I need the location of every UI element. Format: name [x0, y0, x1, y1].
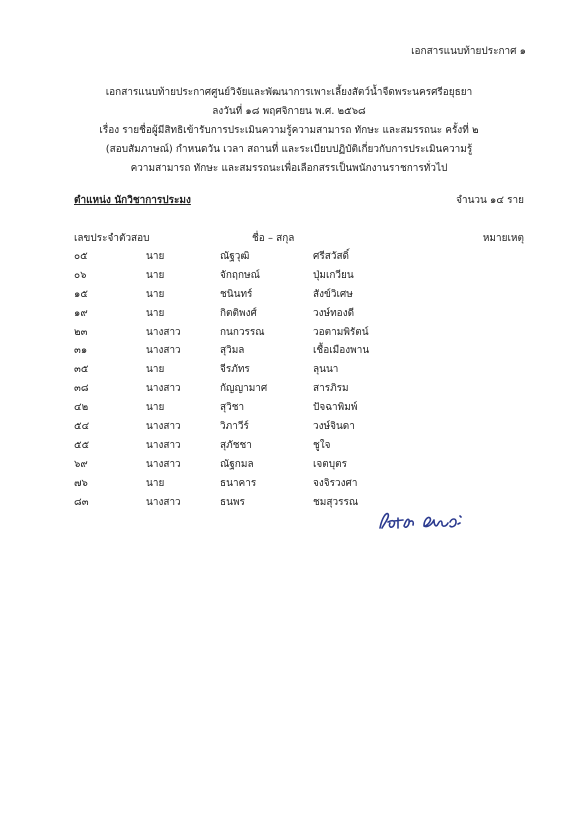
table-row — [74, 249, 524, 268]
table-row — [74, 438, 524, 457]
name-title: นาย — [146, 251, 165, 262]
exam-number: ๕๕ — [74, 439, 90, 451]
exam-number: ๐๖ — [74, 269, 87, 281]
last-name: จงจิรวงศา — [313, 477, 358, 489]
page-reference: เอกสารแนบท้ายประกาศ ๑ — [411, 46, 526, 57]
table-row — [74, 306, 524, 325]
last-name: ชูใจ — [313, 439, 331, 451]
name-title: นางสาว — [146, 458, 181, 470]
first-name: ณัฐกมล — [220, 458, 254, 470]
first-name: กิตติพงศ์ — [220, 307, 257, 319]
first-name: กัญญามาศ — [220, 383, 268, 395]
position-row — [74, 193, 524, 209]
table-row — [74, 419, 524, 438]
name-title: นาย — [146, 288, 165, 300]
first-name: ชนินทร์ — [220, 288, 253, 300]
exam-number: ๘๓ — [74, 496, 89, 508]
exam-number: ๑๕ — [74, 288, 88, 300]
name-title: นาย — [146, 402, 165, 414]
last-name: ชมสุวรรณ — [313, 496, 359, 508]
table-row — [74, 476, 524, 495]
first-name: ธนพร — [220, 496, 245, 508]
exam-number: ๒๓ — [74, 326, 88, 338]
name-title: นางสาว — [146, 439, 181, 451]
name-title: นางสาว — [146, 421, 181, 433]
first-name: สุวิมล — [220, 345, 245, 357]
first-name: วิภาวีร์ — [220, 421, 249, 433]
last-name: วงษ์ทองดี — [313, 307, 355, 319]
exam-number: ๓๕ — [74, 364, 89, 376]
last-name: วอตามพิรัตน์ — [313, 326, 369, 338]
last-name: ปุ่มเกวียน — [313, 269, 354, 281]
table-row — [74, 457, 524, 476]
table-row — [74, 381, 524, 400]
table-row — [74, 362, 524, 381]
name-title: นางสาว — [146, 326, 181, 338]
table-row — [74, 400, 524, 419]
exam-number: ๔๒ — [74, 402, 89, 414]
last-name: ลุนนา — [313, 364, 339, 376]
table-row — [74, 325, 524, 344]
last-name: สารภิรม — [313, 383, 349, 395]
document-header — [40, 83, 538, 178]
table-row — [74, 343, 524, 362]
first-name: จีรภัทร — [220, 364, 250, 376]
header-line: (สอบสัมภาษณ์) กำหนดวัน เวลา สถานที่ และระเบียบปฏิบัติเกี่ยวกับการประเมินความรู้ — [105, 144, 473, 155]
position-count: จำนวน ๑๔ ราย — [456, 195, 524, 206]
position-title: ตำแหน่ง นักวิชาการประมง — [74, 195, 191, 206]
first-name: ณัฐวุฒิ — [220, 251, 250, 262]
candidate-list — [74, 249, 524, 513]
last-name: วงษ์จินดา — [313, 421, 355, 433]
exam-number: ๗๖ — [74, 477, 88, 489]
exam-number: ๓๘ — [74, 383, 89, 395]
header-exam-number: เลขประจำตัวสอบ — [74, 233, 150, 244]
header-line: เอกสารแนบท้ายประกาศศูนย์วิจัยและพัฒนาการเพาะเลี้ยงสัตว์น้ำจืดพระนครศรีอยุธยา — [105, 87, 473, 98]
exam-number: ๑๙ — [74, 307, 88, 319]
name-title: นางสาว — [146, 383, 181, 395]
first-name: จักฤกษณ์ — [220, 269, 260, 281]
header-note: หมายเหตุ — [482, 233, 524, 244]
first-name: สุวิชา — [220, 402, 245, 414]
exam-number: ๓๑ — [74, 345, 88, 357]
header-name: ชื่อ – สกุล — [252, 233, 295, 244]
first-name: กนกวรรณ — [220, 326, 265, 338]
table-row — [74, 287, 524, 306]
name-title: นางสาว — [146, 345, 181, 357]
header-line: ความสามารถ ทักษะ และสมรรถนะเพื่อเลือกสรรเป็นพนักงานราชการทั่วไป — [130, 163, 448, 174]
last-name: สังข์วิเศษ — [313, 288, 353, 300]
last-name: ศรีสวัสดิ์ — [313, 251, 350, 262]
last-name: เจตบุตร — [313, 458, 347, 470]
last-name: เชื้อเมืองพาน — [313, 345, 370, 357]
name-title: นาย — [146, 364, 165, 376]
table-row — [74, 268, 524, 287]
table-header — [74, 231, 524, 247]
first-name: สุภัชชา — [220, 439, 252, 451]
name-title: นาย — [146, 477, 165, 489]
exam-number: ๐๕ — [74, 251, 88, 262]
exam-number: ๖๙ — [74, 458, 88, 470]
name-title: นาย — [146, 269, 165, 281]
first-name: ธนาคาร — [220, 477, 257, 489]
exam-number: ๕๔ — [74, 421, 90, 433]
header-line: เรื่อง รายชื่อผู้มีสิทธิเข้ารับการประเมินความรู้ความสามารถ ทักษะ และสมรรถนะ ครั้งที่ ๒ — [99, 125, 479, 136]
last-name: ปัจฉาพิมพ์ — [313, 402, 358, 414]
name-title: นาย — [146, 307, 165, 319]
name-title: นางสาว — [146, 496, 181, 508]
handwritten-signature — [376, 508, 472, 538]
header-line: ลงวันที่ ๑๘ พฤศจิกายน พ.ศ. ๒๕๖๘ — [212, 106, 366, 117]
